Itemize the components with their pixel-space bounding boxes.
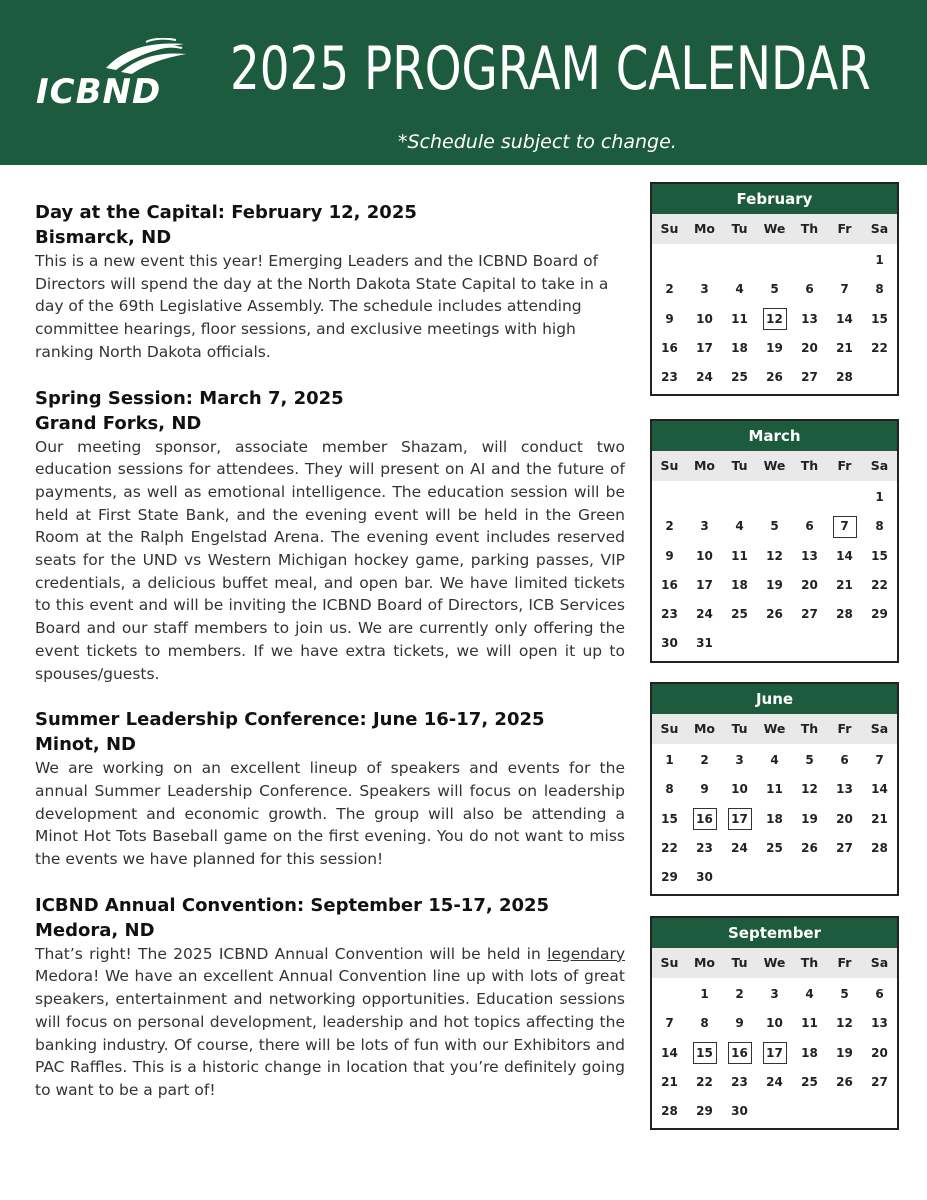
day-cell: 1 <box>665 753 674 767</box>
day-cell: 23 <box>661 607 678 622</box>
empty-day-cell <box>722 483 757 512</box>
day-cell: 8 <box>875 282 884 297</box>
day-cell: 27 <box>801 607 818 622</box>
day-cell: 19 <box>766 577 783 592</box>
calendar-february <box>650 182 899 396</box>
day-cell: 9 <box>665 548 674 563</box>
day-cell: 19 <box>836 1045 853 1060</box>
day-cell: 30 <box>661 636 678 651</box>
weekday-label: Su <box>660 721 679 736</box>
weekday-label: Sa <box>870 955 889 970</box>
day-cell: 24 <box>696 607 713 622</box>
event-title: ICBND Annual Convention: September 15-17, 2025 <box>35 894 550 916</box>
event-description <box>35 943 625 1102</box>
day-cell: 15 <box>871 311 888 326</box>
day-cell: 21 <box>661 1074 678 1089</box>
day-cell: 12 <box>801 782 818 797</box>
weekday-label: Fr <box>837 458 852 473</box>
day-cell: 4 <box>735 519 744 534</box>
weekday-label: Su <box>660 955 679 970</box>
day-cell: 23 <box>696 840 713 855</box>
weekday-label: Th <box>800 721 819 736</box>
event-description: This is a new event this year! Emerging Leaders and the ICBND Board of Directors will spend the day at the North Dakota State Capital to take in a day of the 69th Legislative Assembly. The schedule includes attending committee hearings, floor sessions, and exclusive meetings with high ranking North Dakota officials. <box>35 252 609 361</box>
page-header <box>0 0 927 165</box>
weekday-label: Tu <box>731 955 748 970</box>
weekday-label: We <box>763 955 786 970</box>
day-cell: 2 <box>735 987 744 1001</box>
day-cell: 11 <box>731 548 748 563</box>
day-cell: 4 <box>770 753 779 767</box>
empty-day-cell <box>652 483 687 512</box>
day-cell: 25 <box>731 370 748 385</box>
day-cell: 14 <box>661 1045 678 1060</box>
weekday-label: We <box>763 458 786 473</box>
event-day-cell: 17 <box>722 805 757 834</box>
day-cell: 7 <box>665 1016 674 1031</box>
empty-day-cell <box>827 246 862 275</box>
day-cell: 28 <box>836 607 853 622</box>
day-cell: 13 <box>871 1016 888 1031</box>
day-cell: 6 <box>875 987 884 1001</box>
day-cell: 4 <box>735 282 744 297</box>
day-cell: 27 <box>871 1074 888 1089</box>
day-cell: 31 <box>696 636 713 651</box>
day-cell: 24 <box>731 840 748 855</box>
day-cell: 7 <box>840 282 849 297</box>
day-cell: 17 <box>696 577 713 592</box>
event-day-cell: 7 <box>827 512 862 541</box>
calendar-june <box>650 682 899 896</box>
empty-day-cell <box>792 246 827 275</box>
day-cell: 25 <box>766 840 783 855</box>
day-cell: 9 <box>735 1016 744 1031</box>
day-cell: 26 <box>836 1074 853 1089</box>
day-cell: 13 <box>801 311 818 326</box>
weekday-row <box>652 451 897 481</box>
day-cell: 3 <box>700 282 709 297</box>
page-subtitle: *Schedule subject to change. <box>398 131 677 153</box>
empty-day-cell <box>792 483 827 512</box>
day-cell: 2 <box>665 519 674 534</box>
day-cell: 4 <box>805 987 814 1001</box>
event-location: Grand Forks, ND <box>35 412 202 434</box>
weekday-label: Th <box>800 955 819 970</box>
day-cell: 14 <box>871 782 888 797</box>
day-cell: 23 <box>661 370 678 385</box>
calendar-days <box>652 481 897 661</box>
logo-text: ICBND <box>36 72 162 112</box>
day-cell: 30 <box>731 1104 748 1119</box>
empty-day-cell <box>687 483 722 512</box>
event-description: We are working on an excellent lineup of speakers and events for the annual Summer Leadership Conference. Speakers will focus on leadership development and economic growth. The group will also be attending a Minot Hot Tots Baseball game on the first evening. You do not want to miss the events we have planned for this session! <box>35 759 625 869</box>
day-cell: 11 <box>766 782 783 797</box>
weekday-label: Mo <box>693 221 716 236</box>
event-location: Minot, ND <box>35 734 136 756</box>
day-cell: 1 <box>875 253 884 267</box>
weekday-label: Sa <box>870 221 889 236</box>
weekday-label: Su <box>660 458 679 473</box>
page-title: 2025 PROGRAM CALENDAR <box>230 34 871 104</box>
event-annual-convention <box>35 893 625 1102</box>
day-cell: 29 <box>661 870 678 885</box>
event-summer-leadership <box>35 707 625 871</box>
weekday-label: Mo <box>693 955 716 970</box>
day-cell: 1 <box>700 987 709 1001</box>
day-cell: 12 <box>766 548 783 563</box>
weekday-label: Su <box>660 221 679 236</box>
day-cell: 25 <box>801 1074 818 1089</box>
day-cell: 10 <box>766 1016 783 1031</box>
day-cell: 13 <box>836 782 853 797</box>
day-cell: 7 <box>875 753 884 767</box>
day-cell: 14 <box>836 548 853 563</box>
empty-day-cell <box>687 246 722 275</box>
day-cell: 16 <box>661 577 678 592</box>
day-cell: 29 <box>871 607 888 622</box>
day-cell: 24 <box>696 370 713 385</box>
day-cell: 20 <box>801 577 818 592</box>
calendar-month-title: September <box>652 918 897 948</box>
weekday-label: Sa <box>870 458 889 473</box>
legendary-link[interactable]: legendary <box>547 944 625 963</box>
day-cell: 13 <box>801 548 818 563</box>
day-cell: 3 <box>735 753 744 767</box>
event-list <box>35 200 625 1124</box>
day-cell: 18 <box>766 811 783 826</box>
calendar-month-title: June <box>652 684 897 714</box>
day-cell: 29 <box>696 1104 713 1119</box>
day-cell: 6 <box>805 282 814 297</box>
day-cell: 9 <box>700 782 709 797</box>
event-location: Bismarck, ND <box>35 227 172 248</box>
empty-day-cell <box>827 483 862 512</box>
weekday-label: Mo <box>693 458 716 473</box>
calendar-days <box>652 978 897 1128</box>
event-spring-session <box>35 386 625 686</box>
event-title: Summer Leadership Conference: June 16-17, 2025 <box>35 709 545 731</box>
day-cell: 27 <box>801 370 818 385</box>
day-cell: 28 <box>836 370 853 385</box>
empty-day-cell <box>757 483 792 512</box>
event-day-cell: 15 <box>687 1039 722 1068</box>
weekday-row <box>652 714 897 744</box>
event-title: Spring Session: March 7, 2025 <box>35 387 344 409</box>
day-cell: 26 <box>801 840 818 855</box>
day-cell: 5 <box>770 519 779 534</box>
day-cell: 23 <box>731 1074 748 1089</box>
day-cell: 1 <box>875 490 884 504</box>
day-cell: 9 <box>665 311 674 326</box>
event-day-cell: 17 <box>757 1039 792 1068</box>
day-cell: 11 <box>801 1016 818 1031</box>
day-cell: 17 <box>696 340 713 355</box>
weekday-label: Sa <box>870 721 889 736</box>
day-cell: 8 <box>700 1016 709 1031</box>
calendar-month-title: February <box>652 184 897 214</box>
day-cell: 18 <box>731 577 748 592</box>
day-cell: 18 <box>731 340 748 355</box>
day-cell: 26 <box>766 607 783 622</box>
day-cell: 20 <box>871 1045 888 1060</box>
day-cell: 27 <box>836 840 853 855</box>
weekday-label: Tu <box>731 721 748 736</box>
day-cell: 22 <box>871 577 888 592</box>
day-cell: 16 <box>661 340 678 355</box>
weekday-row <box>652 948 897 978</box>
day-cell: 22 <box>871 340 888 355</box>
day-cell: 3 <box>770 987 779 1001</box>
empty-day-cell <box>652 980 687 1009</box>
day-cell: 10 <box>696 548 713 563</box>
day-cell: 19 <box>801 811 818 826</box>
day-cell: 8 <box>665 782 674 797</box>
weekday-label: We <box>763 721 786 736</box>
event-title: Day at the Capital: February 12, 2025 <box>35 202 417 223</box>
empty-day-cell <box>652 246 687 275</box>
day-cell: 15 <box>871 548 888 563</box>
day-cell: 19 <box>766 340 783 355</box>
weekday-label: Tu <box>731 221 748 236</box>
calendar-days <box>652 744 897 894</box>
day-cell: 24 <box>766 1074 783 1089</box>
description-text: Medora! We have an excellent Annual Convention line up with lots of great speakers, entertainment and networking opportunities. Education sessions will focus on personal development, leadership and hot topics affecting the banking industry. Of course, there will be lots of fun with our Exhibitors and PAC Raffles. This is a historic change in location that you’re definitely going to want to be a part of! <box>35 967 625 1099</box>
day-cell: 21 <box>836 340 853 355</box>
calendar-days <box>652 244 897 394</box>
description-text: That’s right! The 2025 ICBND Annual Convention will be held in <box>35 944 548 963</box>
day-cell: 28 <box>871 840 888 855</box>
day-cell: 6 <box>840 753 849 767</box>
day-cell: 14 <box>836 311 853 326</box>
day-cell: 10 <box>731 782 748 797</box>
day-cell: 12 <box>836 1016 853 1031</box>
event-day-cell: 12 <box>757 305 792 334</box>
day-cell: 22 <box>696 1074 713 1089</box>
weekday-label: Mo <box>693 721 716 736</box>
weekday-label: We <box>763 221 786 236</box>
day-cell: 21 <box>871 811 888 826</box>
day-cell: 28 <box>661 1104 678 1119</box>
day-cell: 5 <box>840 987 849 1001</box>
event-day-at-capital <box>35 200 625 364</box>
weekday-label: Fr <box>837 955 852 970</box>
event-description: Our meeting sponsor, associate member Shazam, will conduct two education sessions for attendees. They will present on AI and the future of payments, as well as emotional intelligence. The education session will be held at First State Bank, and the evening event will be held in the Green Room at the Ralph Engelstad Arena. The evening event includes reserved seats for the UND vs Western Michigan hockey game, parking passes, VIP credentials, a delicious buffet meal, and open bar. We have limited tickets to this event and will be inviting the ICBND Board of Directors, ICB Services Board and our staff members to join us. We are currently only offering the event tickets to members. If we have extra tickets, we will open it up to spouses/guests. <box>35 437 625 683</box>
calendar-march <box>650 419 899 663</box>
day-cell: 21 <box>836 577 853 592</box>
day-cell: 15 <box>661 811 678 826</box>
empty-day-cell <box>757 246 792 275</box>
day-cell: 6 <box>805 519 814 534</box>
day-cell: 30 <box>696 870 713 885</box>
weekday-label: Fr <box>837 221 852 236</box>
day-cell: 8 <box>875 519 884 534</box>
empty-day-cell <box>722 246 757 275</box>
calendar-month-title: March <box>652 421 897 451</box>
day-cell: 2 <box>700 753 709 767</box>
event-location: Medora, ND <box>35 919 155 941</box>
event-day-cell: 16 <box>722 1039 757 1068</box>
day-cell: 5 <box>805 753 814 767</box>
day-cell: 18 <box>801 1045 818 1060</box>
weekday-label: Th <box>800 458 819 473</box>
weekday-row <box>652 214 897 244</box>
day-cell: 5 <box>770 282 779 297</box>
day-cell: 20 <box>836 811 853 826</box>
day-cell: 10 <box>696 311 713 326</box>
day-cell: 26 <box>766 370 783 385</box>
day-cell: 3 <box>700 519 709 534</box>
weekday-label: Th <box>800 221 819 236</box>
weekday-label: Tu <box>731 458 748 473</box>
event-day-cell: 16 <box>687 805 722 834</box>
day-cell: 20 <box>801 340 818 355</box>
icbnd-logo <box>36 38 191 110</box>
calendar-september <box>650 916 899 1130</box>
day-cell: 25 <box>731 607 748 622</box>
day-cell: 11 <box>731 311 748 326</box>
day-cell: 2 <box>665 282 674 297</box>
day-cell: 22 <box>661 840 678 855</box>
weekday-label: Fr <box>837 721 852 736</box>
